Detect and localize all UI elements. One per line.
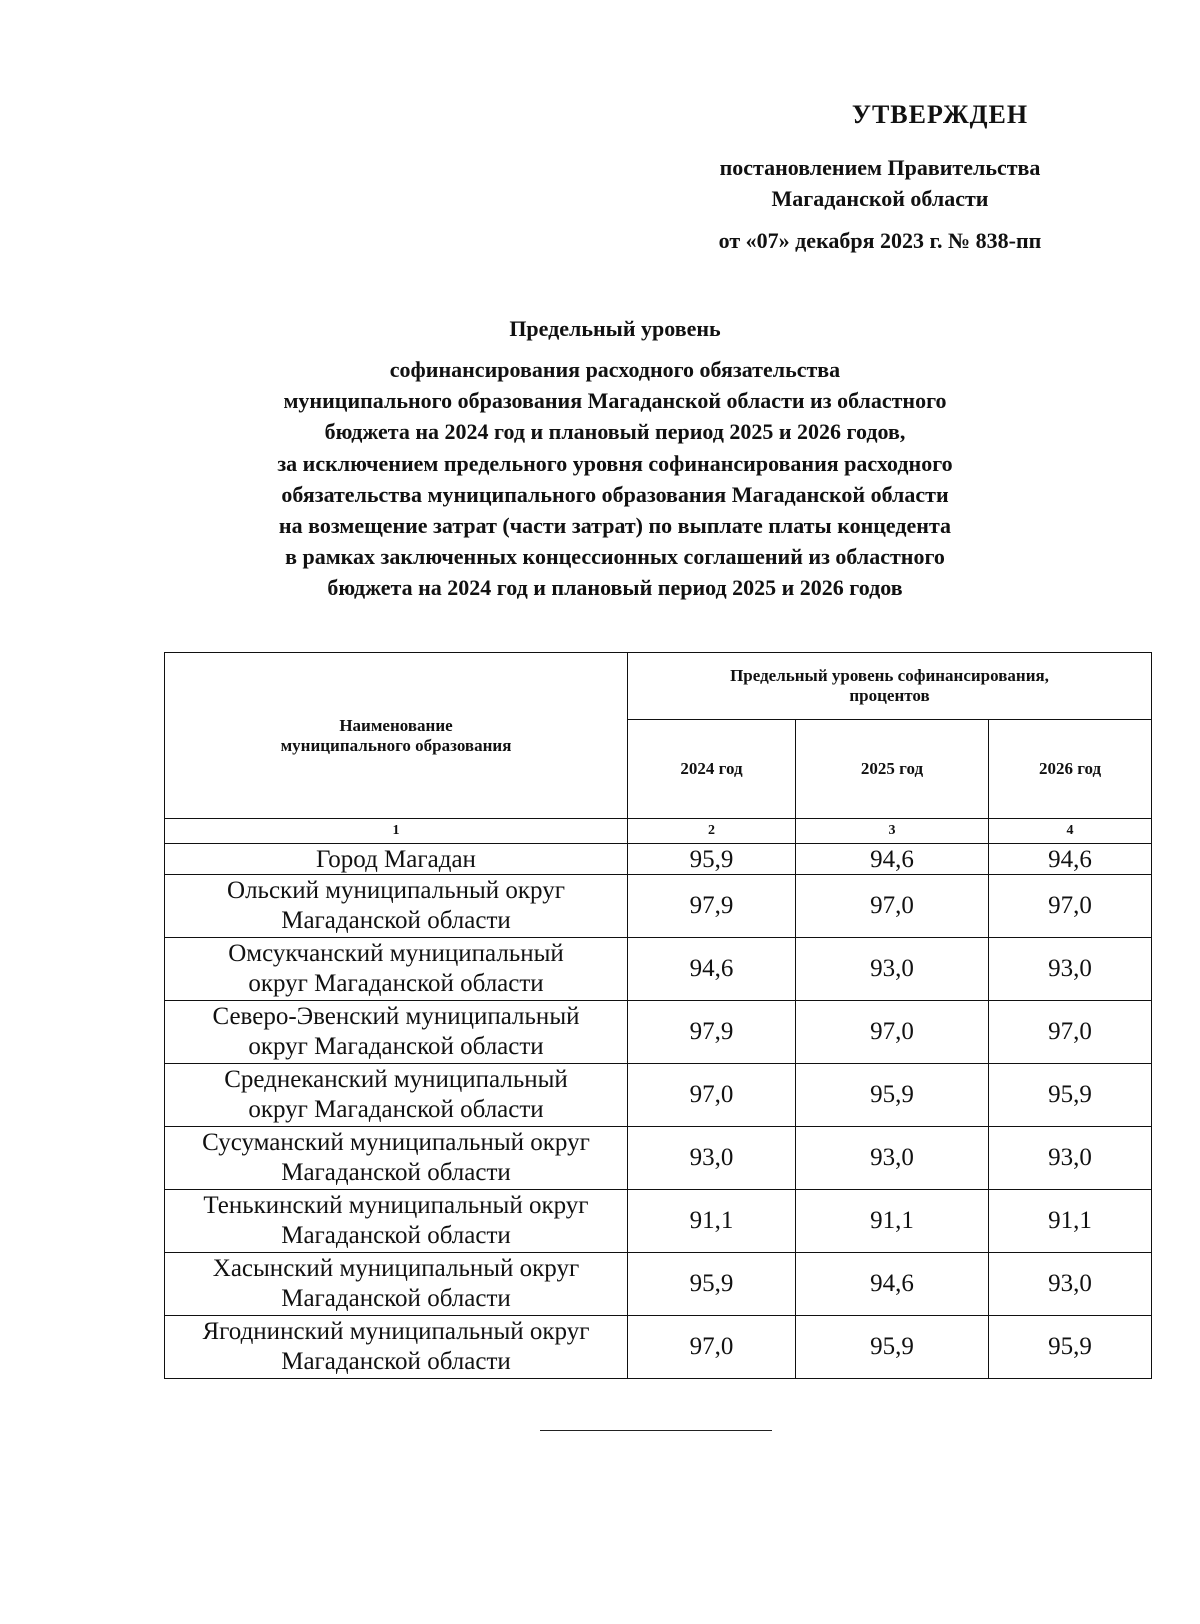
header-year-2026: 2026 год	[989, 720, 1152, 819]
header-cofinancing-line2: процентов	[849, 686, 930, 706]
municipality-name-line1: Ольский муниципальный округ	[227, 877, 565, 904]
table-row	[165, 938, 1152, 1001]
municipality-name-line2: Магаданской области	[281, 1222, 511, 1249]
value-2025: 95,9	[796, 1064, 989, 1127]
value-2025: 93,0	[796, 1127, 989, 1190]
approval-decree-line1: постановлением Правительства	[719, 155, 1041, 180]
subtitle-line: муниципального образования Магаданской области из областного	[283, 388, 947, 414]
value-2024: 97,9	[628, 1001, 796, 1064]
approval-date: от «07» декабря 2023 г. № 838-пп	[718, 228, 1042, 253]
table-row	[165, 1190, 1152, 1253]
column-number: 4	[989, 819, 1152, 844]
municipality-name: Город Магадан	[165, 844, 628, 875]
value-2026: 97,0	[989, 875, 1152, 938]
municipality-name-line2: Магаданской области	[281, 1285, 511, 1312]
subtitle-line: бюджета на 2024 год и плановый период 2025 и 2026 годов,	[324, 419, 906, 445]
value-2026: 94,6	[989, 844, 1152, 875]
municipality-name-line2: округ Магаданской области	[248, 1033, 544, 1060]
column-number: 3	[796, 819, 989, 844]
municipality-name	[165, 1253, 628, 1316]
value-2024: 93,0	[628, 1127, 796, 1190]
column-number-row	[165, 819, 1152, 844]
header-cofinancing-line1: Предельный уровень софинансирования,	[730, 666, 1049, 686]
value-2025: 95,9	[796, 1316, 989, 1379]
municipality-name-line2: Магаданской области	[281, 1159, 511, 1186]
header-municipality	[165, 653, 628, 819]
document-title-main: Предельный уровень	[509, 316, 721, 341]
municipality-name	[165, 938, 628, 1001]
municipality-name	[165, 1001, 628, 1064]
header-cofinancing-level	[628, 653, 1152, 720]
municipality-name-line2: Магаданской области	[281, 1348, 511, 1375]
value-2026: 95,9	[989, 1316, 1152, 1379]
header-municipality-line2: муниципального образования	[280, 735, 512, 755]
table-row	[165, 844, 1152, 875]
municipality-name-line2: Магаданской области	[281, 907, 511, 934]
municipality-name	[165, 1190, 628, 1253]
value-2025: 94,6	[796, 844, 989, 875]
value-2026: 97,0	[989, 1001, 1152, 1064]
value-2025: 97,0	[796, 1001, 989, 1064]
municipality-name-line1: Хасынский муниципальный округ	[212, 1255, 580, 1282]
approval-stamp-heading: УТВЕРЖДЕН	[851, 100, 1029, 129]
municipality-name-line1: Сусуманский муниципальный округ	[202, 1129, 590, 1156]
value-2024: 97,0	[628, 1316, 796, 1379]
municipality-name-line1: Северо-Эвенский муниципальный	[212, 1003, 580, 1030]
value-2024: 97,0	[628, 1064, 796, 1127]
approval-block	[600, 100, 1160, 254]
municipality-name-line2: округ Магаданской области	[248, 970, 544, 997]
value-2025: 94,6	[796, 1253, 989, 1316]
subtitle-line: на возмещение затрат (части затрат) по выплате платы концедента	[278, 513, 952, 539]
value-2024: 95,9	[628, 1253, 796, 1316]
table-row	[165, 1064, 1152, 1127]
value-2024: 95,9	[628, 844, 796, 875]
table-row	[165, 875, 1152, 938]
municipality-name	[165, 875, 628, 938]
value-2024: 94,6	[628, 938, 796, 1001]
municipality-name-line1: Тенькинский муниципальный округ	[203, 1192, 589, 1219]
municipality-name-line1: Омсукчанский муниципальный	[228, 940, 564, 967]
subtitle-line: в рамках заключенных концессионных соглашений из областного	[285, 544, 945, 570]
value-2026: 93,0	[989, 1253, 1152, 1316]
document-title-subtitle	[140, 354, 1090, 604]
column-number: 1	[165, 819, 628, 844]
municipality-name	[165, 1127, 628, 1190]
municipality-name-line1: Среднеканский муниципальный	[224, 1066, 568, 1093]
end-divider-line	[540, 1430, 772, 1431]
municipality-name	[165, 1064, 628, 1127]
value-2026: 95,9	[989, 1064, 1152, 1127]
municipality-name-line2: округ Магаданской области	[248, 1096, 544, 1123]
subtitle-line: бюджета на 2024 год и плановый период 2025 и 2026 годов	[327, 575, 903, 601]
value-2025: 91,1	[796, 1190, 989, 1253]
table-row	[165, 1253, 1152, 1316]
subtitle-line: обязательства муниципального образования Магаданской области	[281, 481, 949, 507]
header-municipality-line1: Наименование	[339, 715, 453, 735]
value-2026: 91,1	[989, 1190, 1152, 1253]
value-2026: 93,0	[989, 938, 1152, 1001]
subtitle-line: за исключением предельного уровня софинансирования расходного	[277, 450, 953, 476]
document-title	[140, 316, 1090, 604]
table-row	[165, 1316, 1152, 1379]
subtitle-line: софинансирования расходного обязательства	[389, 357, 841, 382]
header-year-2025: 2025 год	[796, 720, 989, 819]
value-2024: 97,9	[628, 875, 796, 938]
approval-decree	[600, 152, 1160, 214]
table-row	[165, 1001, 1152, 1064]
value-2026: 93,0	[989, 1127, 1152, 1190]
cofinancing-table	[164, 652, 1152, 1379]
value-2025: 97,0	[796, 875, 989, 938]
column-number: 2	[628, 819, 796, 844]
value-2024: 91,1	[628, 1190, 796, 1253]
municipality-name	[165, 1316, 628, 1379]
municipality-name-line1: Ягоднинский муниципальный округ	[202, 1318, 590, 1345]
value-2025: 93,0	[796, 938, 989, 1001]
header-year-2024: 2024 год	[628, 720, 796, 819]
table-row	[165, 1127, 1152, 1190]
approval-decree-line2: Магаданской области	[771, 186, 989, 211]
